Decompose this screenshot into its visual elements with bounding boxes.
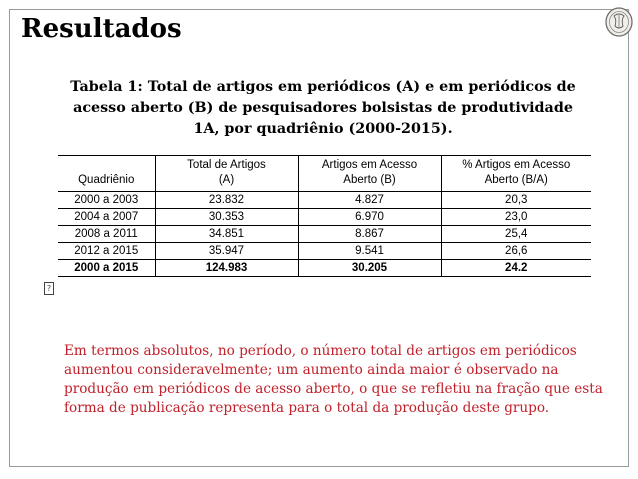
table-cell: 2000 a 2015 bbox=[58, 260, 155, 277]
table-cell: 2008 a 2011 bbox=[58, 226, 155, 243]
placeholder-glyph-icon: ? bbox=[44, 282, 54, 295]
table-cell: 6.970 bbox=[298, 209, 441, 226]
table-row bbox=[58, 243, 591, 260]
header-line: Aberto (B/A) bbox=[484, 174, 548, 186]
table-cell: 25,4 bbox=[441, 226, 591, 243]
table-cell: 2004 a 2007 bbox=[58, 209, 155, 226]
table-cell: 34.851 bbox=[155, 226, 298, 243]
table-cell: 124.983 bbox=[155, 260, 298, 277]
table-cell: 35.947 bbox=[155, 243, 298, 260]
table-caption: Tabela 1: Total de artigos em periódicos (A) e em periódicos de acesso aberto (B) de pesquisadores bolsistas de produtividade 1A, por quadriênio (2000-2015). bbox=[70, 79, 576, 137]
table-cell: 4.827 bbox=[298, 192, 441, 209]
slide-title: Resultados bbox=[21, 14, 182, 44]
seal-logo-icon bbox=[604, 6, 634, 38]
header-quadrienio bbox=[58, 156, 155, 192]
table-cell: 20,3 bbox=[441, 192, 591, 209]
header-line: (A) bbox=[218, 174, 235, 186]
header-total-artigos bbox=[155, 156, 298, 192]
table-cell: 9.541 bbox=[298, 243, 441, 260]
header-percent-acesso-aberto bbox=[441, 156, 591, 192]
header-line: Artigos em Acesso bbox=[321, 159, 418, 171]
table-row bbox=[58, 226, 591, 243]
table-cell: 30.353 bbox=[155, 209, 298, 226]
header-line: Quadriênio bbox=[78, 174, 135, 186]
table-cell: 23,0 bbox=[441, 209, 591, 226]
header-line: % Artigos em Acesso bbox=[462, 159, 571, 171]
header-line: Aberto (B) bbox=[343, 174, 396, 186]
summary-note: Em termos absolutos, no período, o número total de artigos em periódicos aumentou consideravelmente; um aumento ainda maior é observado na produção em periódicos de acesso aberto, o que se refletiu na fração que esta forma de publicação representa para o total da produção deste grupo. bbox=[64, 343, 603, 416]
table-row bbox=[58, 209, 591, 226]
table-cell: 2000 a 2003 bbox=[58, 192, 155, 209]
table-cell: 8.867 bbox=[298, 226, 441, 243]
table-cell: 24.2 bbox=[441, 260, 591, 277]
header-artigos-acesso-aberto bbox=[298, 156, 441, 192]
table-row bbox=[58, 192, 591, 209]
header-line: Total de Artigos bbox=[187, 159, 266, 171]
table-header-row bbox=[58, 156, 591, 192]
table-total-row bbox=[58, 260, 591, 277]
table-cell: 26,6 bbox=[441, 243, 591, 260]
table-cell: 30.205 bbox=[298, 260, 441, 277]
table-cell: 23.832 bbox=[155, 192, 298, 209]
results-table bbox=[58, 155, 591, 277]
table-cell: 2012 a 2015 bbox=[58, 243, 155, 260]
